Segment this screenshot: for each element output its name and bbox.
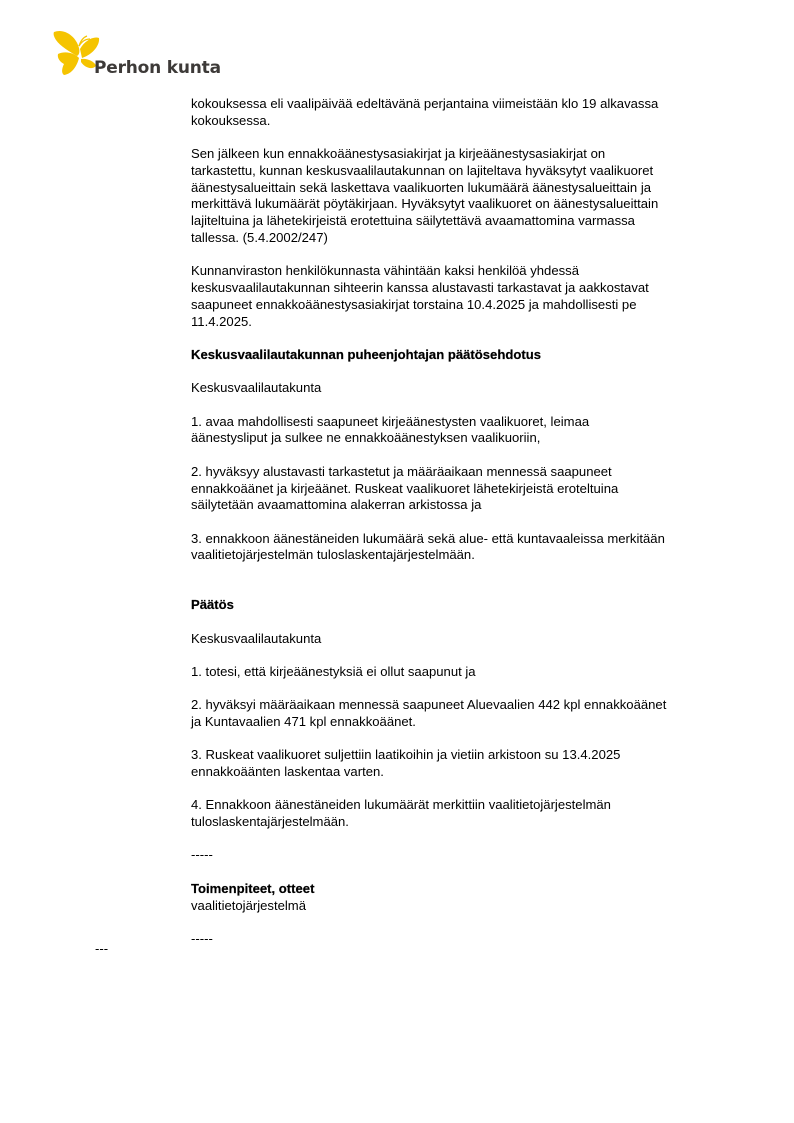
paragraph-deadline: kokouksessa eli vaalipäivää edeltävänä perjantaina viimeistään klo 19 alkavassa kokouksessa. [191,96,659,128]
separator-dashes-bottom: ----- [191,930,213,946]
decision-item-1: 1. totesi, että kirjeäänestyksiä ei ollut saapunut ja [191,663,476,679]
proposal-heading: Keskusvaalilautakunnan puheenjohtajan päätösehdotus [191,347,541,363]
actions-heading: Toimenpiteet, otteet [191,880,315,896]
proposal-item-3: 3. ennakkoon äänestäneiden lukumäärä sekä alue- että kuntavaaleissa merkitään vaalitietojärjestelmän tuloslaskentajärjestelmään. [191,530,665,563]
decision-item-4: 4. Ennakkoon äänestäneiden lukumäärät merkittiin vaalitietojärjestelmän tuloslaskentajärjestelmään. [191,797,611,830]
document-body [191,96,731,948]
separator-left-dashes: --- [95,941,109,956]
proposal-item-2: 2. hyväksyy alustavasti tarkastetut ja määräaikaan mennessä saapuneet ennakkoäänet ja kirjeäänet. Ruskeat vaalikuoret lähetekirjeistä eroteltuina säilytetään avaamattomina alakerran arkistossa ja [191,463,619,513]
separator-dashes: ----- [191,847,213,863]
decision-item-2: 2. hyväksyi määräaikaan mennessä saapuneet Aluevaalien 442 kpl ennakkoäänet ja Kuntavaalien 471 kpl ennakkoäänet. [191,697,667,729]
paragraph-staff-check: Kunnanviraston henkilökunnasta vähintään kaksi henkilöä yhdessä keskusvaalilautakunnan sihteerin kanssa alustavasti tarkastavat ja aakkostavat saapuneet ennakkoäänestysasiakirjat torstaina 10.4.2025 ja mahdollisesti pe 11.4.2025. [191,263,649,329]
decision-heading: Päätös [191,597,234,613]
decision-item-3: 3. Ruskeat vaalikuoret suljettiin laatikoihin ja vietiin arkistoon su 13.4.2025 ennakkoäänten laskentaa varten. [191,747,621,780]
paragraph-sorting: Sen jälkeen kun ennakkoäänestysasiakirjat ja kirjeäänestysasiakirjat on tarkastettu, kunnan keskusvaalilautakunnan on lajiteltava hyväksytyt vaalikuoret äänestysalueittain sekä laskettava vaalikuorten lukumäärä äänestysalueittain ja merkittävä lukumäärät pöytäkirjaan. Hyväksytyt vaalikuoret on äänestysalueittain lajiteltuina ja lähetekirjeistä erotettuina säilytettävä avaamattomina varmassa tallessa. (5.4.2002/247) [191,146,659,246]
logo-text: Perhon kunta [94,58,221,78]
proposal-intro: Keskusvaalilautakunta [191,380,322,396]
actions-text: vaalitietojärjestelmä [191,897,306,913]
municipality-logo [52,28,222,80]
decision-intro: Keskusvaalilautakunta [191,630,322,646]
proposal-item-1: 1. avaa mahdollisesti saapuneet kirjeäänestysten vaalikuoret, leimaa äänestysliput ja sulkee ne ennakkoäänestyksen vaalikuoriin, [191,413,590,446]
